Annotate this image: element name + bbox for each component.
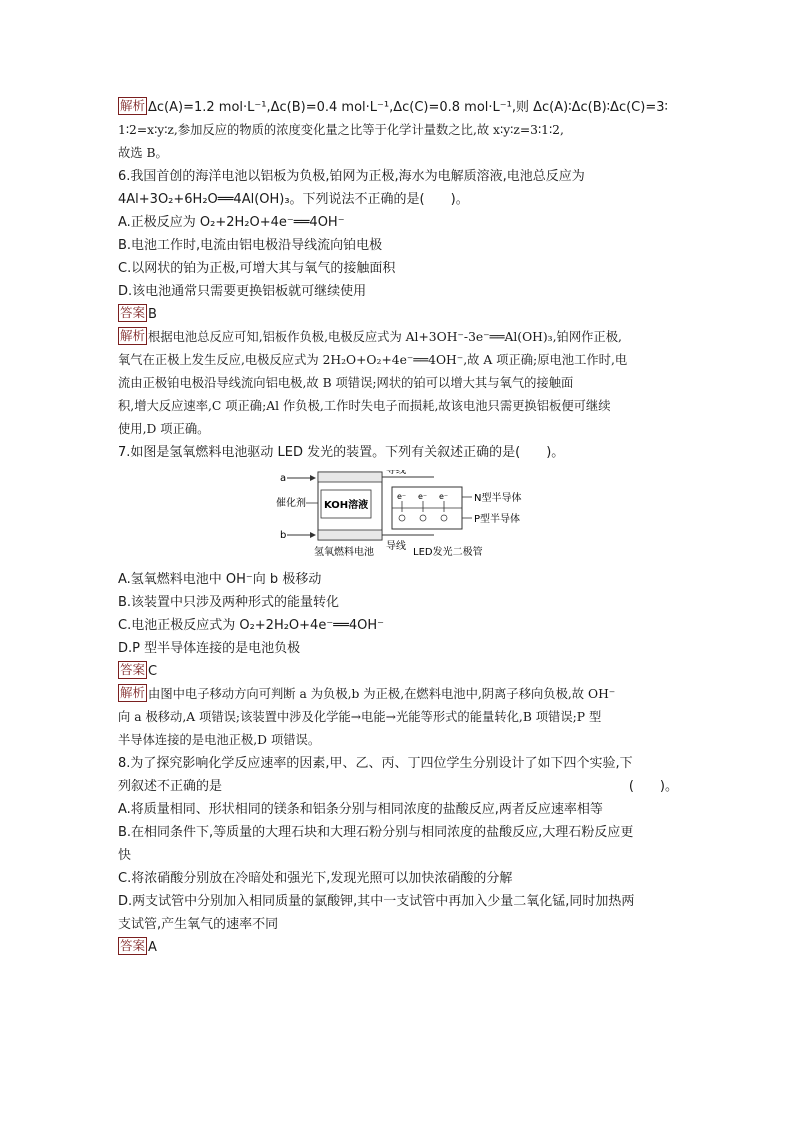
q7-analysis-text-1: 由图中电子移动方向可判断 a 为负极,b 为正极,在燃料电池中,阴离子移向负极,故 OH⁻ xyxy=(148,687,616,701)
q8-option-b-line-1: B.在相同条件下,等质量的大理石块和大理石粉分别与相同浓度的盐酸反应,大理石粉反应更 xyxy=(118,825,634,840)
q6-answer: B xyxy=(148,307,157,322)
lead-a-arrow xyxy=(310,475,316,481)
q7-analysis-line-3: 半导体连接的是电池正极,D 项错误。 xyxy=(118,733,321,747)
label-b: b xyxy=(280,530,287,541)
q8-answer: A xyxy=(148,940,157,955)
q6-option-c: C.以网状的铂为正极,可增大其与氧气的接触面积 xyxy=(118,261,396,276)
electron-2: e⁻ xyxy=(418,492,428,501)
analysis-tag: 解析 xyxy=(120,328,146,343)
q6-analysis-line-5: 使用,D 项正确。 xyxy=(118,422,210,436)
q7-analysis-line-1 xyxy=(118,683,678,706)
analysis-tag: 解析 xyxy=(120,98,146,113)
q8-stem-line-1: 8.为了探究影响化学反应速率的因素,甲、乙、丙、丁四位学生分别设计了如下四个实验,下 xyxy=(118,756,633,771)
answer-tag: 答案 xyxy=(120,938,146,953)
q8-option-a: A.将质量相同、形状相同的镁条和铝条分别与相同浓度的盐酸反应,两者反应速率相等 xyxy=(118,802,603,817)
q7-option-c: C.电池正极反应式为 O₂+2H₂O+4e⁻══4OH⁻ xyxy=(118,618,384,633)
label-p-type: P型半导体 xyxy=(474,514,521,525)
label-a: a xyxy=(280,473,287,484)
q6-analysis-line-2: 氧气在正极上发生反应,电极反应式为 2H₂O+O₂+4e⁻══4OH⁻,故 A 项正确;原电池工作时,电 xyxy=(118,353,628,367)
q8-stem-text-2: 列叙述不正确的是 xyxy=(118,779,223,794)
caption-fuel-cell: 氢氧燃料电池 xyxy=(314,547,374,558)
q8-stem-line-2 xyxy=(118,775,678,798)
q5-analysis-line-2: 1∶2=x∶y∶z,参加反应的物质的浓度变化量之比等于化学计量数之比,故 x∶y∶z=3∶1∶2, xyxy=(118,123,564,137)
q5-analysis-line-1 xyxy=(118,96,678,119)
q8-answer-line xyxy=(118,936,678,959)
fuel-cell-led-diagram xyxy=(118,470,678,564)
fuel-cell-diagram-svg xyxy=(118,470,678,564)
q6-option-d: D.该电池通常只需要更换铝板就可继续使用 xyxy=(118,284,367,299)
q6-analysis-line-1 xyxy=(118,326,678,349)
electron-1: e⁻ xyxy=(397,492,407,501)
cathode-electrode xyxy=(318,530,382,540)
q5-analysis-line-3: 故选 B。 xyxy=(118,146,168,160)
anode-electrode xyxy=(318,472,382,482)
q7-option-b: B.该装置中只涉及两种形式的能量转化 xyxy=(118,595,340,610)
q8-option-d-line-2: 支试管,产生氧气的速率不同 xyxy=(118,917,279,932)
lead-b-arrow xyxy=(310,532,316,538)
q7-option-a: A.氢氧燃料电池中 OH⁻向 b 极移动 xyxy=(118,572,322,587)
q6-stem-line-2: 4Al+3O₂+6H₂O══4Al(OH)₃。下列说法不正确的是( )。 xyxy=(118,192,469,207)
q8-option-c: C.将浓硝酸分别放在冷暗处和强光下,发现光照可以加快浓硝酸的分解 xyxy=(118,871,513,886)
q7-answer-line xyxy=(118,660,678,683)
q6-option-a: A.正极反应为 O₂+2H₂O+4e⁻══4OH⁻ xyxy=(118,215,345,230)
q6-option-b: B.电池工作时,电流由铝电极沿导线流向铂电极 xyxy=(118,238,383,253)
caption-led: LED发光二极管 xyxy=(413,547,483,558)
q8-option-d-line-1: D.两支试管中分别加入相同质量的氯酸钾,其中一支试管中再加入少量二氧化锰,同时加热两 xyxy=(118,894,635,909)
q6-analysis-line-4: 积,增大反应速率,C 项正确;Al 作负极,工作时失电子而损耗,故该电池只需更换铝板便可继续 xyxy=(118,399,611,413)
q8-answer-paren: ( )。 xyxy=(628,779,678,794)
q7-analysis-line-2: 向 a 极移动,A 项错误;该装置中涉及化学能→电能→光能等形式的能量转化,B 项错误;P 型 xyxy=(118,710,602,724)
q6-answer-line xyxy=(118,303,678,326)
label-wire-bottom: 导线 xyxy=(386,541,406,552)
answer-tag: 答案 xyxy=(120,662,146,677)
label-n-type: N型半导体 xyxy=(474,493,522,504)
q6-stem-line-1: 6.我国首创的海洋电池以铝板为负极,铂网为正极,海水为电解质溶液,电池总反应为 xyxy=(118,169,585,184)
q6-analysis-line-3: 流由正极铂电极沿导线流向铝电极,故 B 项错误;网状的铂可以增大其与氧气的接触面 xyxy=(118,376,574,390)
q7-answer: C xyxy=(148,664,158,679)
q6-analysis-text-1: 根据电池总反应可知,铝板作负极,电极反应式为 Al+3OH⁻-3e⁻══Al(OH)₃,铂网作正极, xyxy=(148,330,622,344)
q7-stem: 7.如图是氢氧燃料电池驱动 LED 发光的装置。下列有关叙述正确的是( )。 xyxy=(118,445,565,460)
q8-option-b-line-2: 快 xyxy=(118,848,132,863)
q5-analysis-text-1: Δc(A)=1.2 mol·L⁻¹,Δc(B)=0.4 mol·L⁻¹,Δc(C)=0.8 mol·L⁻¹,则 Δc(A)∶Δc(B)∶Δc(C)=3∶ xyxy=(148,100,668,115)
q7-option-d: D.P 型半导体连接的是电池负极 xyxy=(118,641,301,656)
answer-tag: 答案 xyxy=(120,305,146,320)
question-document xyxy=(118,96,678,959)
label-catalyst: 催化剂 xyxy=(276,498,306,509)
analysis-tag: 解析 xyxy=(120,685,146,700)
label-wire-top: 导线 xyxy=(386,470,406,476)
label-koh: KOH溶液 xyxy=(324,500,369,511)
electron-3: e⁻ xyxy=(439,492,449,501)
